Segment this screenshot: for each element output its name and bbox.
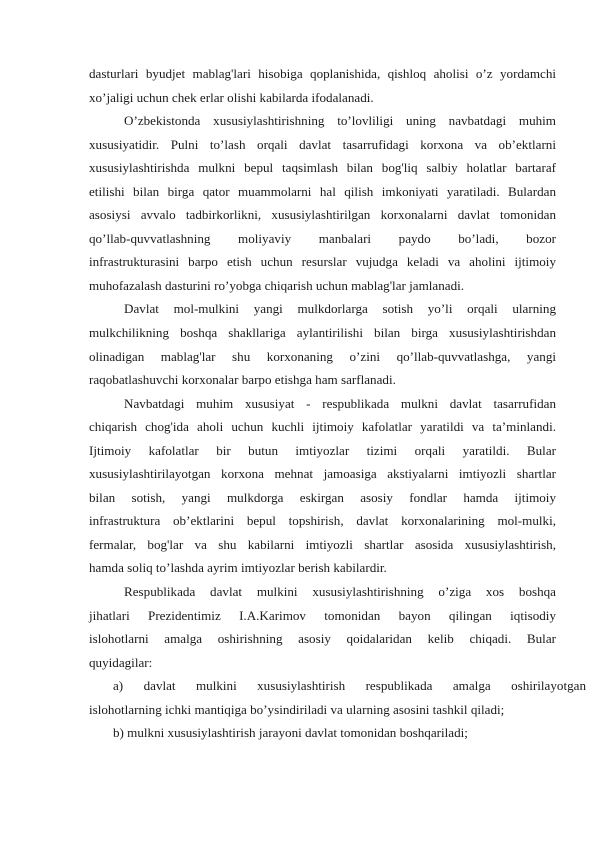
paragraph-line: infrastrukturasini barpo etish uchun resurslar vujudga keladi va aholini ijtimoiy: [89, 254, 556, 270]
paragraph-line: infrastruktura ob’ektlarini bepul topshirish, davlat korxonalarining mol-mulki,: [89, 513, 556, 529]
paragraph-line: xo’jaligi uchun chek erlar olishi kabilarda ifodalanadi.: [89, 89, 374, 105]
paragraph-line: etilishi bilan birga qator muammolarni hal qilish imkoniyati yaratiladi. Bulardan: [89, 183, 556, 199]
paragraph-line: jihatlari Prezidentimiz I.A.Karimov tomonidan bayon qilingan iqtisodiy: [89, 607, 556, 623]
paragraph-line: olinadigan mablag'lar shu korxonaning o’zini qo’llab-quvvatlashga, yangi: [89, 348, 556, 364]
paragraph-line: xususiylashtirilayotgan korxona mehnat jamoasiga akstiyalarni imtiyozli shartlar: [89, 466, 556, 482]
paragraph-line: chiqarish chog'ida aholi uchun kuchli ijtimoiy kafolatlar yaratildi va ta’minlandi.: [89, 419, 556, 435]
paragraph-line: dasturlari byudjet mablag'lari hisobiga qoplanishida, qishloq aholisi o’z yordamchi: [89, 66, 556, 81]
paragraph-line: hamda soliq to’lashda ayrim imtiyozlar berish kabilardir.: [89, 560, 387, 576]
paragraph-line: Respublikada davlat mulkini xususiylashtirishning o’ziga xos boshqa: [124, 584, 556, 600]
paragraph-line: Navbatdagi muhim xususiyat - respublikada mulkni davlat tasarrufidan: [124, 395, 556, 411]
paragraph-line: Ijtimoiy kafolatlar bir butun imtiyozlar tizimi orqali yaratildi. Bular: [89, 442, 556, 458]
document-page: [89, 62, 586, 745]
paragraph-line: quyidagilar:: [89, 654, 153, 670]
paragraph-line: bilan sotish, yangi mulkdorga eskirgan asosiy fondlar hamda ijtimoiy: [89, 489, 556, 505]
paragraph-line: islohotlarning ichki mantiqiga bo’ysindiriladi va ularning asosini tashkil qiladi;: [89, 701, 505, 717]
paragraph-line: asosiysi avvalo tadbirkorlikni, xususiylashtirilgan korxonalarni davlat tomonidan: [89, 207, 556, 223]
paragraph-line: muhofazalash dasturini ro’yobga chiqarish uchun mablag'lar jamlanadi.: [89, 277, 465, 293]
paragraph-line: mulkchilikning boshqa shakllariga aylantirilishi bilan birga xususiylashtirishdan: [89, 325, 556, 341]
list-item-a: a) davlat mulkini xususiylashtirish respublikada amalga oshirilayotgan: [113, 678, 586, 694]
paragraph-line: qo’llab-quvvatlashning moliyaviy manbalari paydo bo’ladi, bozor: [89, 230, 556, 246]
paragraph-line: O’zbekistonda xususiylashtirishning to’lovliligi uning navbatdagi muhim: [124, 113, 556, 129]
paragraph-line: xususiyatidir. Pulni to’lash orqali davlat tasarrufidagi korxona va ob’ektlarni: [89, 136, 556, 152]
list-item-b: b) mulkni xususiylashtirish jarayoni davlat tomonidan boshqariladi;: [113, 725, 468, 741]
paragraph-line: xususiylashtirishda mulkni bepul taqsimlash bilan bog'liq salbiy holatlar bartaraf: [89, 160, 556, 176]
paragraph-line: raqobatlashuvchi korxonalar barpo etishga ham sarflanadi.: [89, 372, 396, 388]
paragraph-line: fermalar, bog'lar va shu kabilarni imtiyozli shartlar asosida xususiylashtirish,: [89, 536, 556, 552]
paragraph-line: islohotlarni amalga oshirishning asosiy qoidalaridan kelib chiqadi. Bular: [89, 631, 556, 647]
paragraph-line: Davlat mol-mulkini yangi mulkdorlarga sotish yo’li orqali ularning: [124, 301, 556, 317]
